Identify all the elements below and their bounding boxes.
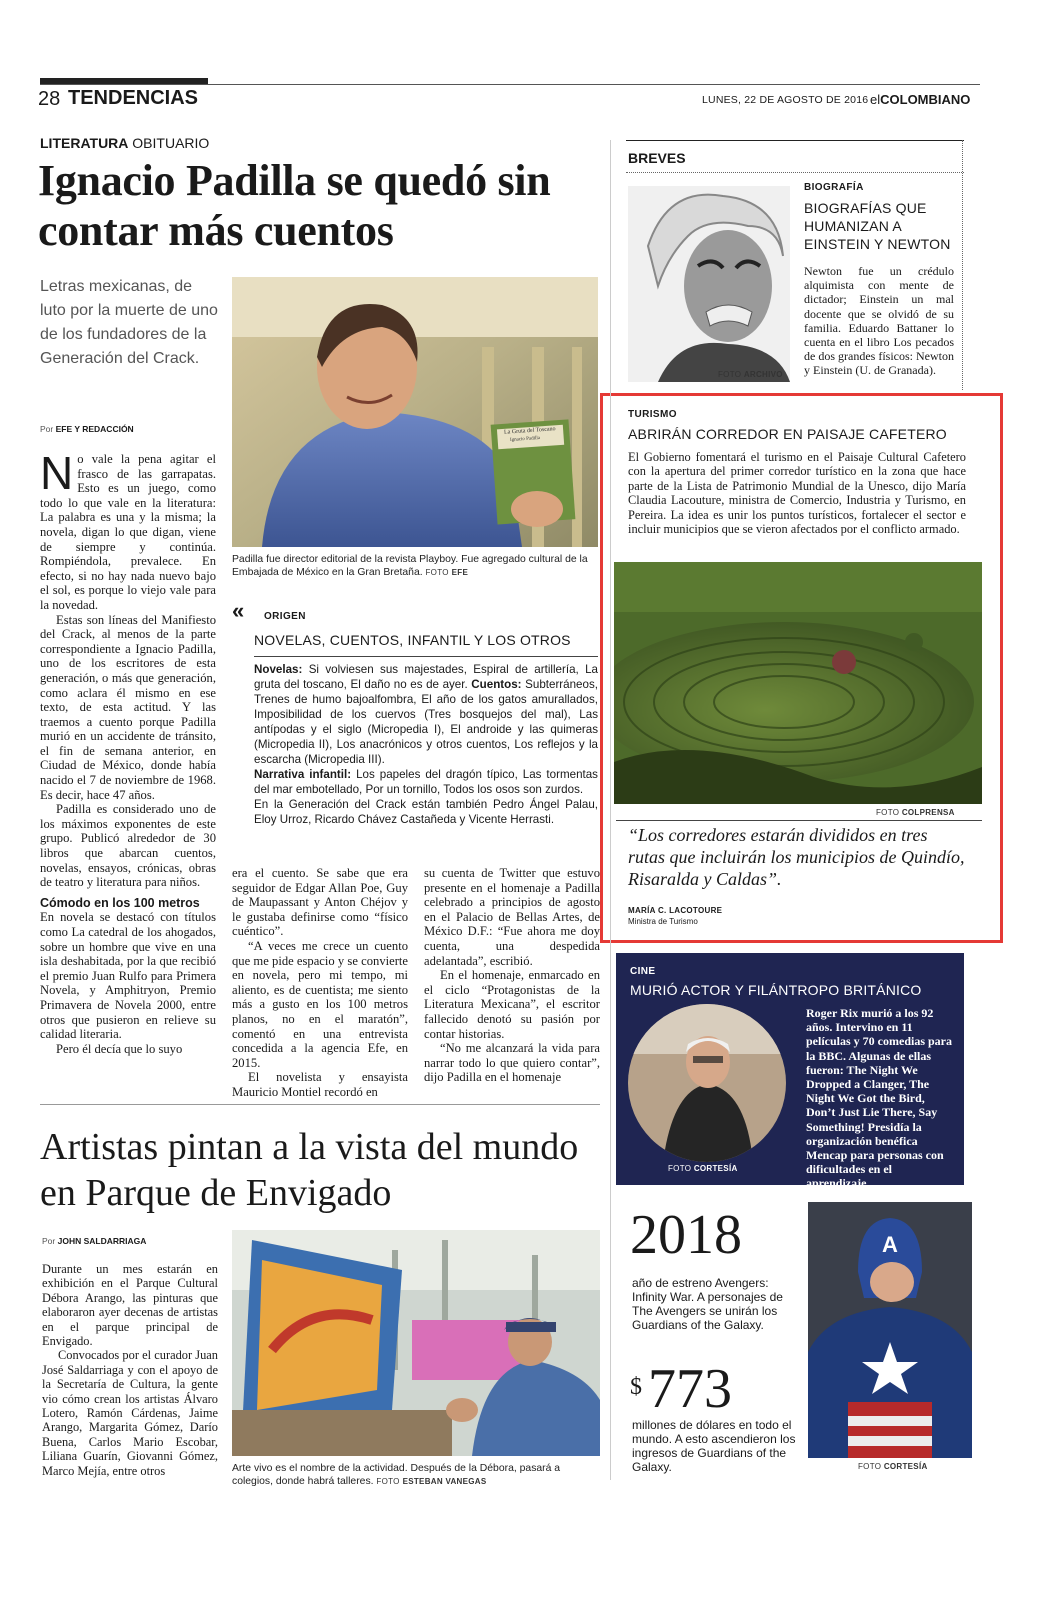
bio-body: Newton fue un crédulo alquimista con mente de dictador; Einstein un mal docente que se olvidó de su familia. Eduardo Battaner lo cuenta en el libro Los pecados de dos grandes físicos: Newton y Einstein (U. de Granada). xyxy=(804,264,954,378)
drop-cap: N xyxy=(40,447,74,499)
turismo-kicker: TURISMO xyxy=(628,409,677,420)
stat-money-text: millones de dólares en todo el mundo. A esto ascendieron los ingresos de Guardians of the Galaxy. xyxy=(632,1418,796,1474)
brand-prefix: el xyxy=(870,92,881,107)
col2-para-c: El novelista y ensayista Mauricio Montiel recordó en xyxy=(232,1070,408,1099)
cine-kicker: CINE xyxy=(630,966,656,977)
padilla-photo-caption xyxy=(232,553,598,579)
cine-body: Roger Rix murió a los 92 años. Intervino en 11 películas y 70 comedias para la BBC. Algunas de ellas fueron: The Night We Dropped a Clanger, The Night We Got the Bird, Don’t Just Lie There, Say Something! Presidía la organización benéfica Mencap para personas con dificultades en el aprendizaje. xyxy=(806,1006,952,1191)
novelas-text: Si volviesen sus majestades, Espiral de artillería, La gruta del toscano, El daño no es de ayer. xyxy=(254,663,598,691)
main-headline: Ignacio Padilla se quedó sin contar más cuentos xyxy=(38,156,551,255)
subcategory-label: OBITUARIO xyxy=(132,135,210,151)
origen-rule xyxy=(254,656,598,657)
second-byline-name: JOHN SALDARRIAGA xyxy=(57,1236,147,1246)
colprensa-credit-name: COLPRENSA xyxy=(901,808,955,817)
cine-credit-label: FOTO xyxy=(668,1164,692,1173)
otros-text: En la Generación del Crack están también Pedro Ángel Palau, Eloy Urroz, Ricardo Chávez Castañeda y Vicente Herrasti. xyxy=(254,798,598,826)
infantil-label: Narrativa infantil: xyxy=(254,768,352,781)
main-article-col1 xyxy=(40,447,216,1056)
second-byline-prefix: Por xyxy=(42,1236,56,1246)
avengers-credit xyxy=(858,1462,928,1471)
origen-quote-icon: « xyxy=(232,598,245,623)
header-thin-rule xyxy=(40,84,980,85)
origen-box xyxy=(232,598,598,844)
colprensa-credit xyxy=(876,808,955,817)
artists-photo-caption xyxy=(232,1462,600,1488)
stat-year: 2018 xyxy=(630,1204,742,1266)
artists-credit-label: FOTO xyxy=(376,1477,400,1486)
p1-text: o vale la pena agitar el frasco de las garrapatas. Esto es un juego, como todo lo que vale en la literatura: La palabra es una y la misma; la novela, digan lo que digan, viene de siempre y continúa. Rompiéndola, prevalece. En efecto, si no hay nada nuevo bajo el sol, es porque lo viejo vale para la novedad. xyxy=(40,452,216,612)
roger-rix-photo xyxy=(628,1004,786,1162)
main-article-col2 xyxy=(232,866,408,1100)
stat-money-symbol: $ xyxy=(630,1374,642,1400)
column-divider xyxy=(610,140,611,1480)
breves-dotted-rule xyxy=(626,172,964,173)
second-para-2: Convocados por el curador Juan José Saldarriaga y con el apoyo de la Secretaría de Cultura, la gente vio cómo crean los artistas Álvaro Lotero, Ramón Cárdenas, Jaime Arango, Margarita Gómez, Darío Buena, Carlos Mario Escobar, Liliana Guarín, Giovanni Gómez, Marco Mejía, entre otros xyxy=(42,1348,218,1478)
einstein-photo xyxy=(628,186,790,382)
artists-caption-text: Arte vivo es el nombre de la actividad. Después de la Débora, pasará a colegios, donde habrá talleres. xyxy=(232,1463,561,1487)
brand-logo xyxy=(870,92,970,107)
page-number: 28 xyxy=(38,88,61,110)
col3-para-c: “No me alcanzará la vida para narrar todo lo que quiero contar”, dijo Padilla en el homenaje xyxy=(424,1041,600,1085)
credit-name: EFE xyxy=(451,568,469,577)
cuentos-text: Subterráneos, Trenes de humo bajoalfombra, El año de los gatos amurallados, Imposibilidad de los cuervos (Tres bosquejos del mal), Las antípodas y el siglo (Micropedia I), El androide y las quimeras (Micropedia II), Los anacrónicos y otros cuentos, Los reflejos y la escarcha (Micropedia III). xyxy=(254,678,598,766)
origen-body xyxy=(254,662,598,827)
col2-para-a: era el cuento. Se sabe que era seguidor de Edgar Allan Poe, Guy de Maupassant y Anton Chéjov y le gustaba definirse como “físico cuéntico”. xyxy=(232,866,408,939)
second-article-body xyxy=(42,1262,218,1478)
novelas-label: Novelas: xyxy=(254,663,303,676)
stat-money: 773 xyxy=(648,1358,732,1420)
origen-label: ORIGEN xyxy=(264,611,306,622)
einstein-credit-name: ARCHIVO xyxy=(743,370,783,379)
paragraph-3: Padilla es considerado uno de los máximos exponentes de este grupo. Publicó alrededor de 30 libros que abarcan cuentos, novelas, ensayos, crónicas, obras de teatro y literatura para niños. xyxy=(40,802,216,890)
bio-kicker: BIOGRAFÍA xyxy=(804,182,864,193)
caption-text: Padilla fue director editorial de la revista Playboy. Fue agregado cultural de la Embajada de México en la Gran Bretaña. xyxy=(232,554,588,578)
avengers-credit-name: CORTESÍA xyxy=(883,1462,928,1471)
col3-para-b: En el homenaje, enmarcado en el ciclo “Protagonistas de la Literatura Mexicana”, el escritor fallecido denotó su pasión por contar historias. xyxy=(424,968,600,1041)
coffee-landscape-photo xyxy=(614,562,982,804)
book-title: La Gruta del Toscano xyxy=(503,426,556,436)
breves-dotted-side xyxy=(962,140,963,390)
breves-title: BREVES xyxy=(628,150,686,166)
breves-top-rule xyxy=(626,140,964,141)
cine-title: MURIÓ ACTOR Y FILÁNTROPO BRITÁNICO xyxy=(630,982,922,998)
einstein-credit xyxy=(718,370,783,379)
avengers-credit-label: FOTO xyxy=(858,1462,882,1471)
second-headline: Artistas pintan a la vista del mundo en Parque de Envigado xyxy=(40,1126,579,1214)
paragraph-1 xyxy=(40,447,216,613)
main-article-col3 xyxy=(424,866,600,1085)
colprensa-credit-label: FOTO xyxy=(876,808,900,817)
header-date: LUNES, 22 DE AGOSTO DE 2016 xyxy=(702,94,869,106)
book-author: Ignacio Padilla xyxy=(509,435,541,444)
cuentos-label: Cuentos: xyxy=(471,678,522,691)
turismo-quote: “Los corredores estarán divididos en tres rutas que incluirán los municipios de Quindío, Risaralda y Caldas”. xyxy=(628,825,965,889)
second-para-1: Durante un mes estarán en exhibición en el Parque Cultural Débora Arango, las pinturas que elaboraron ayer decenas de artistas en el parque principal de Envigado. xyxy=(42,1262,218,1349)
paragraph-2: Estas son líneas del Manifiesto del Crack, al menos de la parte correspondiente a Ignacio Padilla, uno de los escritores de esta generación, o más que generación, como aclara él mismo en ese texto, de esta actitud. Y las traemos a cuento porque Padilla murió en un accidente de tránsito, el fin de semana anterior, en Ciudad de México, donde había nacido el 7 de noviembre de 1968. Es decir, hace 47 años. xyxy=(40,612,216,802)
padilla-photo xyxy=(232,277,598,547)
einstein-credit-label: FOTO xyxy=(718,370,742,379)
col2-para-b: “A veces me crece un cuento que me pide espacio y se convierte en novela, pero mi tempo, mi aliento, es de cuentista; me siento más a gusto en los 100 metros planos, no en el maratón”, comentó en una entrevista concedida a la agencia Efe, en 2015. xyxy=(232,938,408,1070)
brand-name: COLOMBIANO xyxy=(880,92,971,107)
category-label: LITERATURA xyxy=(40,135,129,151)
paragraph-5: Pero él decía que lo suyo xyxy=(56,1041,183,1056)
svg-text:A: A xyxy=(882,1232,898,1257)
origen-title: NOVELAS, CUENTOS, INFANTIL Y LOS OTROS xyxy=(254,632,571,648)
quote-role: Ministra de Turismo xyxy=(628,917,698,926)
byline-prefix: Por xyxy=(40,424,54,434)
artists-credit-name: ESTEBAN VANEGAS xyxy=(402,1477,487,1486)
quote-author: MARÍA C. LACOTOURE xyxy=(628,906,723,915)
cine-credit-name: CORTESÍA xyxy=(693,1164,738,1173)
credit-label: FOTO xyxy=(425,568,449,577)
bio-title: BIOGRAFÍAS QUE HUMANIZAN A EINSTEIN Y NEWTON xyxy=(804,200,951,252)
infantil-text: Los papeles del dragón típico, Las tormentas del mar embotellado, Por un tornillo, Todos los osos son zurdos. xyxy=(254,768,598,796)
turismo-body: El Gobierno fomentará el turismo en el Paisaje Cultural Cafetero con la apertura del primer corredor turístico en la zona que hace parte de la Lista de Patrimonio Mundial de la Unesco, dijo María Claudia Lacouture, ministra de Comercio, Industria y Turismo, en Pereira. La idea es unir los puntos turísticos, fortalecer el sector e incluir municipios que se vieron afectados por el conflicto armado. xyxy=(628,450,966,537)
byline xyxy=(40,424,134,434)
article-category xyxy=(40,135,209,151)
cine-credit xyxy=(668,1164,738,1173)
stat-year-text: año de estreno Avengers: Infinity War. A personajes de The Avengers se unirán los Guardians of the Galaxy. xyxy=(632,1276,783,1332)
col3-para-a: su cuenta de Twitter que estuvo presente en el homenaje a Padilla celebrado a principios de agosto en el Palacio de Bellas Artes, de México D.F.: “Fue ahora me doy cuenta, una despedida adelantada”, escribió. xyxy=(424,866,600,968)
byline-name: EFE Y REDACCIÓN xyxy=(55,424,134,434)
article-subtitle: Cómodo en los 100 metros xyxy=(40,895,200,910)
captain-america-photo xyxy=(808,1202,972,1458)
artists-photo xyxy=(232,1230,600,1456)
section-title: TENDENCIAS xyxy=(68,87,199,109)
article-lead: Letras mexicanas, de luto por la muerte de uno de los fundadores de la Generación del Crack. xyxy=(40,278,218,367)
article-divider xyxy=(40,1104,600,1105)
second-byline xyxy=(42,1236,146,1246)
paragraph-4: En novela se destacó con títulos como La catedral de los ahogados, sobre un hombre que vive en una isla deshabitada, por la que recibió el premio Juan Rulfo para Primera Novela, y Amphitryon, Premio Primavera de Novela 2000, entre otros que pusieron en relieve su calidad literaria. xyxy=(40,910,216,1042)
turismo-title: ABRIRÁN CORREDOR EN PAISAJE CAFETERO xyxy=(628,426,947,442)
quote-rule xyxy=(616,820,982,821)
